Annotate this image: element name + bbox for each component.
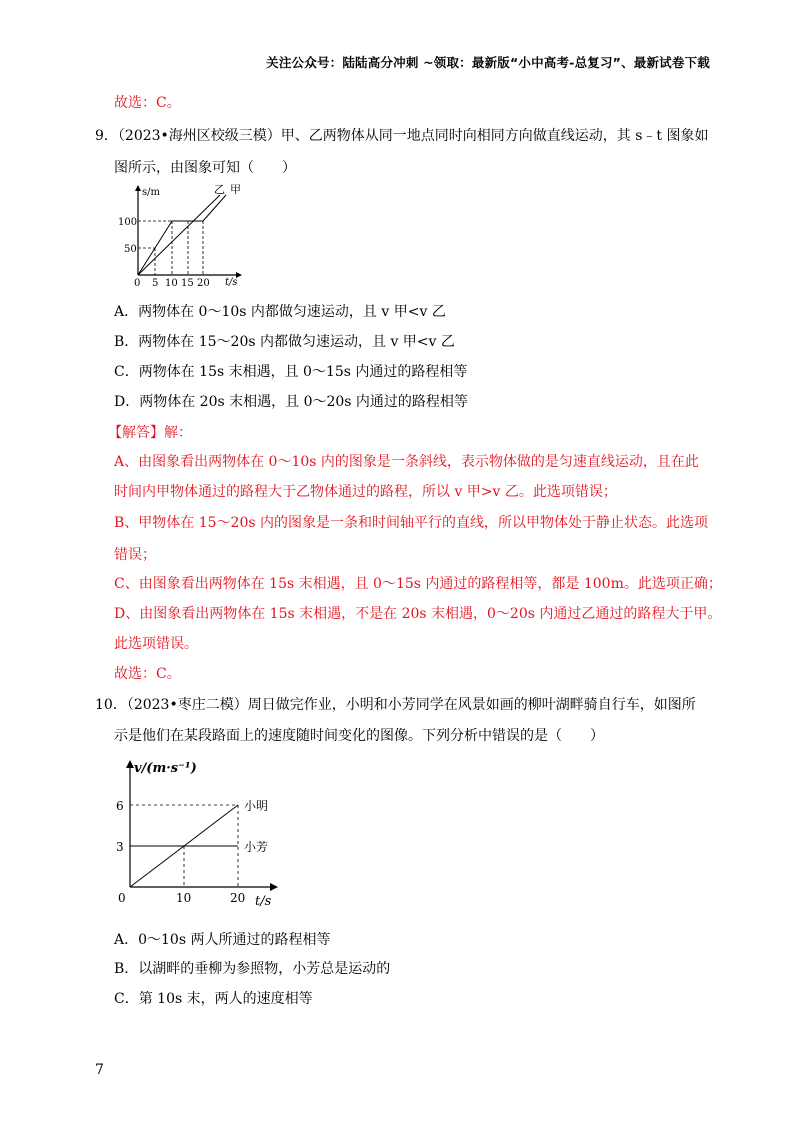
q9-y-axis-arrow — [135, 185, 141, 191]
page-number: 7 — [95, 1062, 104, 1078]
q9-series-label-jia: 甲 — [230, 183, 241, 196]
q10-x-label: t/s — [255, 894, 272, 909]
q9-solution-heading — [108, 423, 192, 443]
q9-option-b: B．两物体在 15～20s 内都做匀速运动，且 v 甲<v 乙 — [114, 334, 455, 350]
q9-line-jia — [138, 221, 203, 275]
q9-solution-line-4: 错误； — [114, 547, 156, 563]
q9-y-tick-100: 100 — [118, 217, 138, 228]
q9-option-a: A．两物体在 0～10s 内都做匀速运动，且 v 甲<v 乙 — [114, 304, 446, 320]
q9-x-tick-0: 0 — [134, 278, 141, 289]
q9-option-d: D．两物体在 20s 末相遇，且 0～20s 内通过的路程相等 — [114, 394, 468, 410]
q9-x-label: t/s — [225, 277, 238, 288]
q9-st-graph — [118, 183, 248, 289]
q10-y-label: v/(m·s⁻¹) — [134, 761, 197, 776]
q10-stem-line-2: 示是他们在某段路面上的速度随时间变化的图像。下列分析中错误的是（ ） — [114, 728, 604, 744]
q9-stem-line-1: 9．（2023•海州区校级三模）甲、乙两物体从同一地点同时向相同方向做直线运动，其 s﹣t 图象如 — [95, 128, 709, 144]
q10-y-axis-arrow — [126, 760, 134, 768]
q9-solution-intro: 解： — [164, 425, 192, 441]
q9-x-tick-10: 10 — [165, 278, 178, 289]
q9-solution-line-5: C、由图象看出两物体在 15s 末相遇，且 0～15s 内通过的路程相等，都是 100m。此选项正确； — [114, 576, 722, 592]
q9-solution-line-3: B、甲物体在 15～20s 内的图象是一条和时间轴平行的直线，所以甲物体处于静止状态。此选项 — [114, 515, 708, 531]
q9-solution-line-6: D、由图象看出两物体在 15s 末相遇，不是在 20s 末相遇，0～20s 内通过乙通过的路程大于甲。 — [114, 606, 722, 622]
q9-answer: 故选：C。 — [114, 666, 181, 682]
q9-series-label-yi: 乙 — [214, 183, 225, 196]
q9-x-tick-15: 15 — [181, 278, 194, 289]
q10-x-tick-20: 20 — [230, 891, 246, 905]
q9-y-tick-50: 50 — [124, 244, 137, 255]
q9-x-tick-20: 20 — [197, 278, 210, 289]
q10-y-tick-3: 3 — [116, 840, 124, 854]
q9-solution-line-2: 时间内甲物体通过的路程大于乙物体通过的路程，所以 v 甲>v 乙。此选项错误； — [114, 484, 617, 500]
prev-answer: 故选：C。 — [114, 95, 181, 111]
q10-stem-line-1: 10．（2023•枣庄二模）周日做完作业，小明和小芳同学在风景如画的柳叶湖畔骑自行车，如图所 — [95, 697, 696, 713]
q9-solution-tag: 【解答】 — [108, 425, 164, 441]
q10-series-label-xiaofang: 小芳 — [244, 840, 269, 854]
q9-solution-line-7: 此选项错误。 — [114, 636, 198, 652]
q9-option-c: C．两物体在 15s 末相遇，且 0～15s 内通过的路程相等 — [114, 364, 468, 380]
q10-x-tick-0: 0 — [118, 891, 126, 905]
q9-line-yi — [138, 195, 220, 275]
q10-x-tick-10: 10 — [176, 891, 192, 905]
q10-option-a: A．0～10s 两人所通过的路程相等 — [114, 932, 331, 948]
q9-y-label: s/m — [142, 187, 160, 198]
q10-series-label-xiaoming: 小明 — [244, 799, 269, 813]
q9-x-tick-5: 5 — [152, 278, 159, 289]
q10-option-c: C．第 10s 末，两人的速度相等 — [114, 991, 313, 1007]
q10-vt-graph — [110, 752, 310, 912]
q10-y-tick-6: 6 — [116, 799, 124, 813]
q10-x-axis-arrow — [270, 883, 278, 891]
page-header: 关注公众号：陆陆高分冲刺 ~领取：最新版“小中高考-总复习”、最新试卷下载 — [266, 55, 710, 70]
q10-option-b: B．以湖畔的垂柳为参照物，小芳总是运动的 — [114, 961, 391, 977]
q9-stem-line-2: 图所示，由图象可知（ ） — [114, 160, 296, 176]
q9-solution-line-1: A、由图象看出两物体在 0～10s 内的图象是一条斜线，表示物体做的是匀速直线运动，且在此 — [114, 454, 699, 470]
